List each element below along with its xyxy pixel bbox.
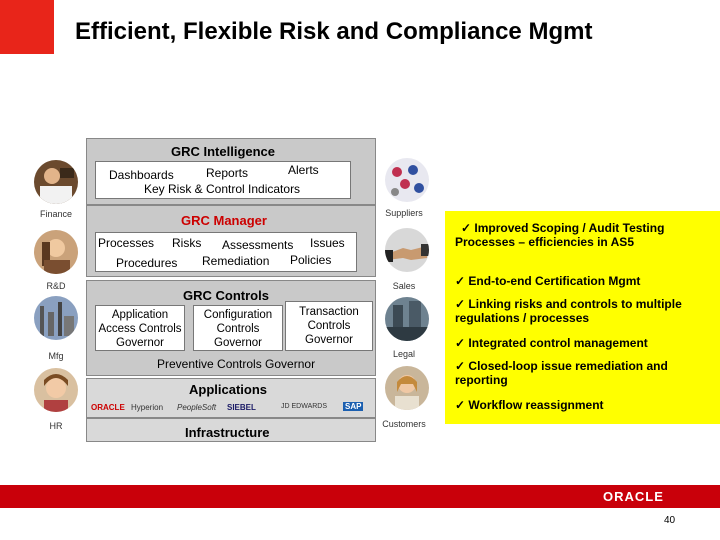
benefit-item: ✓ Linking risks and controls to multiple regulations / processes bbox=[455, 297, 682, 325]
alerts-label: Alerts bbox=[288, 163, 319, 177]
transaction-controls-governor: Transaction Controls Governor bbox=[285, 301, 373, 351]
finance-label: Finance bbox=[39, 209, 73, 219]
sales-photo bbox=[385, 228, 429, 272]
page-title: Efficient, Flexible Risk and Compliance Mgmt bbox=[75, 18, 593, 45]
customers-label: Customers bbox=[382, 419, 426, 429]
infrastructure-label: Infrastructure bbox=[185, 425, 270, 440]
reports-label: Reports bbox=[206, 166, 249, 180]
grc-intelligence-panel bbox=[86, 138, 376, 205]
mfg-photo bbox=[34, 296, 78, 340]
peoplesoft-logo: PeopleSoft bbox=[177, 403, 217, 412]
processes-label: Processes bbox=[98, 236, 155, 250]
infrastructure-panel bbox=[86, 418, 376, 442]
finance-photo bbox=[34, 160, 78, 204]
siebel-logo: SIEBEL bbox=[227, 403, 256, 412]
kri-label: Key Risk & Control Indicators bbox=[144, 182, 301, 196]
page-number: 40 bbox=[664, 515, 676, 526]
check-icon: ✓ bbox=[455, 359, 466, 373]
intelligence-items-box bbox=[95, 161, 351, 199]
jdedwards-logo: JD EDWARDS bbox=[281, 403, 328, 410]
check-icon: ✓ bbox=[455, 336, 466, 350]
risks-label: Risks bbox=[172, 236, 202, 250]
grc-controls-panel bbox=[86, 280, 376, 376]
oracle-footer-logo: ORACLE bbox=[603, 489, 664, 504]
remediation-label: Remediation bbox=[202, 254, 270, 268]
check-icon: ✓ bbox=[455, 297, 466, 311]
configuration-controls-governor: Configuration Controls Governor bbox=[193, 305, 283, 351]
brand-red-block bbox=[0, 0, 54, 54]
grc-controls-header: GRC Controls bbox=[183, 288, 269, 303]
hr-photo bbox=[34, 368, 78, 412]
applications-panel bbox=[86, 378, 376, 418]
benefits-box bbox=[445, 211, 720, 424]
policies-label: Policies bbox=[290, 253, 332, 267]
procedures-label: Procedures bbox=[116, 256, 178, 270]
application-logos bbox=[91, 403, 371, 415]
applications-header: Applications bbox=[189, 382, 268, 397]
grc-manager-panel bbox=[86, 205, 376, 277]
grc-manager-header: GRC Manager bbox=[181, 213, 267, 228]
customers-photo bbox=[385, 366, 429, 410]
benefit-item: ✓ Improved Scoping / Audit Testing Processes – efficiencies in AS5 bbox=[455, 221, 665, 249]
legal-photo bbox=[385, 297, 429, 341]
check-icon: ✓ bbox=[455, 274, 466, 288]
benefit-item: ✓ Integrated control management bbox=[455, 336, 648, 350]
benefit-item: ✓ Workflow reassignment bbox=[455, 398, 604, 412]
rnd-label: R&D bbox=[46, 281, 66, 291]
grc-intelligence-header: GRC Intelligence bbox=[171, 144, 276, 159]
check-icon: ✓ bbox=[461, 221, 472, 235]
suppliers-label: Suppliers bbox=[385, 208, 423, 218]
oracle-logo: ORACLE bbox=[91, 403, 125, 412]
hyperion-logo: Hyperion bbox=[131, 403, 164, 412]
access-controls-governor: Application Access Controls Governor bbox=[95, 305, 185, 351]
sap-logo: SAP bbox=[345, 402, 362, 411]
manager-items-box bbox=[95, 232, 357, 272]
dashboards-label: Dashboards bbox=[109, 168, 174, 182]
benefit-item: ✓ End-to-end Certification Mgmt bbox=[455, 274, 641, 288]
preventive-controls-label: Preventive Controls Governor bbox=[157, 357, 316, 371]
assessments-label: Assessments bbox=[222, 238, 294, 252]
benefit-item: ✓ Closed-loop issue remediation and reporting bbox=[455, 359, 668, 387]
legal-label: Legal bbox=[392, 349, 416, 359]
mfg-label: Mfg bbox=[48, 351, 64, 361]
check-icon: ✓ bbox=[455, 398, 466, 412]
sales-label: Sales bbox=[392, 281, 416, 291]
suppliers-photo bbox=[385, 158, 429, 202]
hr-label: HR bbox=[49, 421, 63, 431]
issues-label: Issues bbox=[310, 236, 345, 250]
rnd-photo bbox=[34, 230, 78, 274]
footer-bar bbox=[0, 485, 720, 508]
